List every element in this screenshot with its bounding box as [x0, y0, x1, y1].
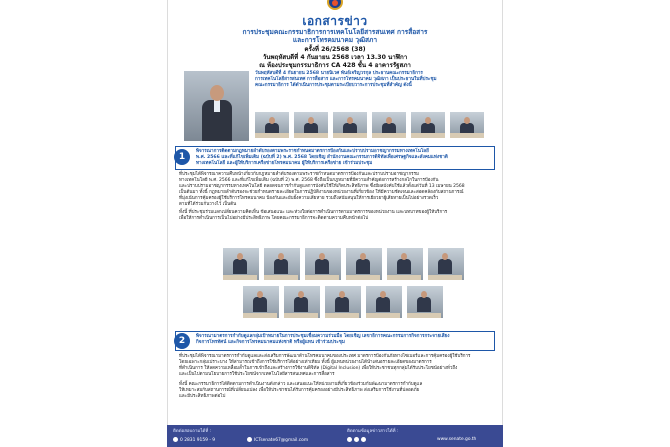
- meeting-photo: [411, 112, 445, 138]
- meeting-photo: [333, 112, 367, 138]
- meeting-photo: [407, 286, 443, 318]
- follow-label: ติดตามข้อมูลข่าวสารได้ที่ :: [347, 429, 399, 434]
- agenda-item-1: [175, 146, 495, 170]
- agenda-line: พิจารณาการติดตามกฎหมายลำดับรองตามพระราชกำหนดมาตรการป้องกันและปราบปรามอาชญากรรมทางเทคโนโลยี: [196, 149, 429, 154]
- meeting-photo: [372, 112, 406, 138]
- paragraph-line: ให้เหมาะสมกับสถานการณ์ที่เปลี่ยนแปลง เพื่อให้ประชาชนได้รับการคุ้มครองอย่างมีประสิทธิภาพ ส่งเสริมการใช้งานที่ปลอดภัย: [179, 388, 420, 393]
- paragraph-line: ทั้งนี้ คณะกรรมาธิการได้ติดตามการดำเนินงานดังกล่าว และเสนอแนะให้หน่วยงานที่เกี่ยวข้องร่วมกันพัฒนามาตรการกำกับดูแล: [179, 382, 423, 387]
- meeting-photo: [305, 248, 341, 280]
- youtube-icon[interactable]: [354, 437, 359, 442]
- paragraph-agenda-2: [179, 354, 493, 378]
- meeting-datetime: วันพฤหัสบดีที่ 4 กันยายน 2568 เวลา 13.30 นาฬิกา: [262, 54, 408, 61]
- paragraph-line: ที่มุ่งเน้นการคุ้มครองผู้ใช้บริการโทรคมนาคม ป้องกันและยับยั้งความเสียหาย รวมถึงสนับสนุนให้การเยียวยาผู้เสียหายเป็นไปอย่างรวดเร็ว: [179, 196, 439, 201]
- paragraph-line: ทั้งนี้ ที่ประชุมร่วมแลกเปลี่ยนความคิดเห็น ข้อเสนอแนะ และห่วงใยต่อการดำเนินการตามมาตรการของหน่วยงาน และบทบาทของผู้ให้บริการ: [179, 210, 448, 215]
- meeting-photo: [428, 248, 464, 280]
- meeting-photo: [346, 248, 382, 280]
- intro-line: การเทคโนโลยีสารสนเทศ การสื่อสาร และการโทรคมนาคม วุฒิสภา เป็นประธานในที่ประชุม: [255, 77, 437, 83]
- agenda-number-badge: 1: [174, 149, 190, 165]
- press-release-page: [167, 0, 503, 447]
- meeting-photo: [255, 112, 289, 138]
- meeting-photo: [366, 286, 402, 318]
- meeting-venue: ณ ห้องประชุมกรรมาธิการ CA 428 ชั้น 4 อาคารรัฐสภา: [259, 62, 411, 69]
- meeting-photo: [294, 112, 328, 138]
- intro-line: คณะกรรมาธิการ ได้ดำเนินการประชุมตามระเบียบวาระการประชุมที่สำคัญ ดังนี้: [255, 83, 412, 89]
- paragraph-agenda-1: [179, 172, 493, 208]
- agenda-line: กิจการโทรทัศน์ และกิจการโทรคมนาคมแห่งชาติ หรือผู้แทน เข้าร่วมประชุม: [196, 340, 345, 345]
- agenda-item-2: [175, 331, 495, 351]
- document-title: เอกสารข่าว: [302, 14, 368, 28]
- meeting-number: ครั้งที่ 26/2568 (38): [304, 46, 366, 53]
- paragraph-line: ที่ประชุมได้พิจารณาความคืบหน้าเกี่ยวกับกฎหมายลำดับรองตามพระราชกำหนดมาตรการป้องกันและปราบปรามอาชญากรรม: [179, 172, 419, 177]
- agenda-2-text: [196, 334, 490, 346]
- email-contact[interactable]: [247, 437, 308, 443]
- paragraph-line: เพื่อให้การดำเนินการเป็นไปอย่างมีประสิทธิภาพ โดยคณะกรรมาธิการจะติดตามความคืบหน้าต่อไป: [179, 216, 369, 221]
- paragraph-line: ที่ดำเนินการ ให้ลดความเหลื่อมล้ำในการเข้าถึงและสร้างการใช้งานดิจิทัล (Digital Inclusion) เพื่อให้ประชาชนทุกกลุ่มได้รับประโยชน์อย่างทั่วถึง: [179, 366, 458, 371]
- facebook-icon[interactable]: [347, 437, 352, 442]
- meeting-photo: [450, 112, 484, 138]
- paragraph-agenda-1b: [179, 210, 493, 222]
- paragraph-line: และมีประสิทธิภาพต่อไป: [179, 394, 226, 399]
- paragraph-line: ทางเทคโนโลยี พ.ศ. 2566 และที่แก้ไขเพิ่มเติม (ฉบับที่ 2) พ.ศ. 2568 ซึ่งถือเป็นกฎหมายที่มีความสำคัญต่อการสร้างกลไกในการป้องกัน: [179, 178, 439, 183]
- line-icon[interactable]: [361, 437, 366, 442]
- agenda-number-badge: 2: [174, 333, 190, 349]
- agenda-line: พ.ศ. 2566 และที่แก้ไขเพิ่มเติม (ฉบับที่ 2) พ.ศ. 2568 โดยเชิญ สำนักงานคณะกรรมการดิจิทัลเพื่อเศรษฐกิจและสังคมแห่งชาติ: [196, 155, 448, 160]
- email-icon: [247, 437, 252, 442]
- meeting-photo: [387, 248, 423, 280]
- chairman-photo: [184, 71, 249, 141]
- meeting-photo: [264, 248, 300, 280]
- agenda-line: พิจารณามาตรการกำกับดูแลกลุ่มเป้าหมายในการประชุมเชื่อมความร่วมมือ โดยเชิญ เลขาธิการคณะกรรมการกิจการกระจายเสียง: [196, 334, 450, 339]
- social-icons[interactable]: [347, 437, 368, 443]
- contact-label: ติดต่อสอบถามได้ที่ :: [173, 429, 212, 434]
- meeting-photo: [223, 248, 259, 280]
- agenda-line: ทางเทคโนโลยี และผู้ให้บริการเครือข่ายโทรคมนาคม ผู้ให้บริการเครือข่าย เข้าร่วมประชุม: [196, 161, 373, 166]
- footer-bar: [167, 425, 503, 447]
- paragraph-line: โดยเฉพาะกลุ่มเปราะบาง ให้สามารถเข้าถึงการใช้บริการได้อย่างเท่าเทียม ทั้งนี้ ผู้แทนหน่วยงานได้นำเสนอรายละเอียดของมาตรการ: [179, 360, 432, 365]
- meeting-photo: [325, 286, 361, 318]
- intro-paragraph: [255, 71, 495, 90]
- paragraph-line: และเป็นไปตามนโยบายการใช้ประโยชน์จากเทคโนโลยีสารสนเทศและการสื่อสาร: [179, 372, 335, 377]
- committee-name-line2: และการโทรคมนาคม วุฒิสภา: [292, 36, 378, 44]
- paragraph-line: ที่ประชุมได้พิจารณามาตรการกำกับดูแลและส่งเสริมการพัฒนาด้านโทรคมนาคมของประเทศ มาตรการป้องกันภัยทางไซเบอร์และการคุ้มครองผู้ใช้บริการ: [179, 354, 471, 359]
- phone-contact[interactable]: [173, 437, 215, 443]
- email-address: ICTsenate67@gmail.com: [254, 438, 309, 443]
- meeting-photo: [243, 286, 279, 318]
- phone-number: 0 2831 9159 - 9: [180, 438, 216, 443]
- logo-dot: [332, 0, 338, 6]
- phone-icon: [173, 437, 178, 442]
- meeting-photo: [284, 286, 320, 318]
- intro-line: วันพฤหัสบดีที่ 4 กันยายน 2568 นายนิเวศ พันธ์เจริญวรกุล ประธานคณะกรรมาธิการ: [255, 71, 423, 76]
- paragraph-line: เป็นต้นมา ทั้งนี้ กฎหมายลำดับรองจะช่วยกำหนดรายละเอียดในการปฏิบัติงานของหน่วยงานที่เกี่ยวข้อง ให้มีความชัดเจนและสอดคล้องกับสถานการณ์: [179, 190, 464, 195]
- committee-name-line1: การประชุมคณะกรรมาธิการการเทคโนโลยีสารสนเทศ การสื่อสาร: [242, 28, 428, 36]
- website-link[interactable]: www.senate.go.th: [437, 437, 477, 442]
- paragraph-line: และปราบปรามอาชญากรรมทางเทคโนโลยี ตลอดจนการกำกับดูแลการบังคับใช้ให้เกิดประสิทธิภาพ ซึ่งมีผลบังคับใช้แล้วตั้งแต่วันที่ 13 เมษายน 2568: [179, 184, 465, 189]
- paragraph-agenda-2b: [179, 382, 493, 400]
- paragraph-line: ตามที่ได้ร่วมกันวางไว้ เป็นต้น: [179, 202, 237, 207]
- agenda-1-text: [196, 149, 490, 167]
